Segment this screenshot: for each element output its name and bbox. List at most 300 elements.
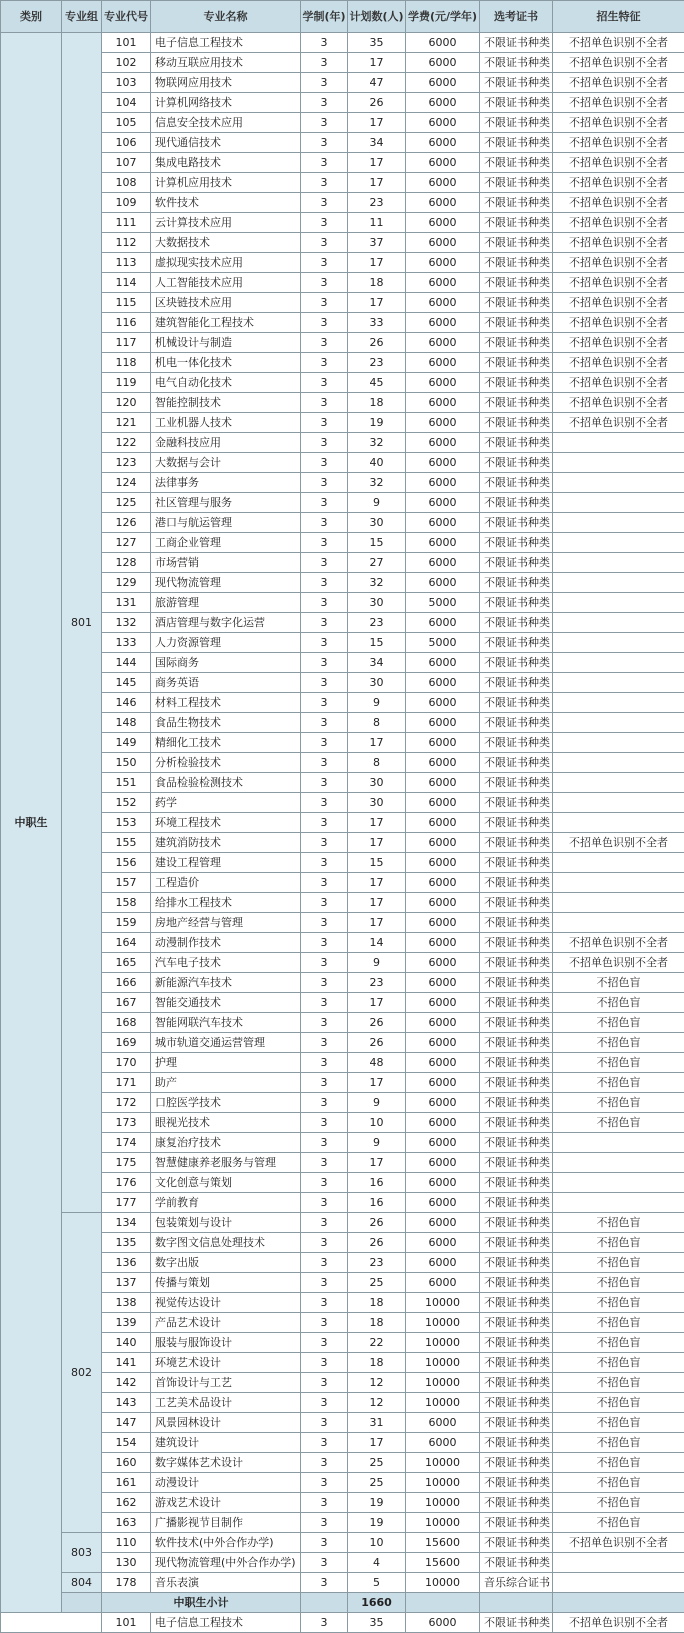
certificate: 不限证书种类 <box>480 1493 553 1513</box>
table-row <box>1 1073 684 1093</box>
duration: 3 <box>301 973 348 993</box>
table-row <box>1 1193 684 1213</box>
tuition: 6000 <box>406 1153 480 1173</box>
certificate: 不限证书种类 <box>480 213 553 233</box>
plan-count: 22 <box>348 1333 406 1353</box>
major-code: 152 <box>102 793 151 813</box>
tuition: 6000 <box>406 693 480 713</box>
duration: 3 <box>301 193 348 213</box>
table-row <box>1 893 684 913</box>
header-tuition: 学费(元/学年) <box>406 1 480 33</box>
duration: 3 <box>301 233 348 253</box>
duration: 3 <box>301 1173 348 1193</box>
certificate: 不限证书种类 <box>480 353 553 373</box>
duration: 3 <box>301 733 348 753</box>
table-row <box>1 233 684 253</box>
table-row <box>1 613 684 633</box>
major-name: 机电一体化技术 <box>151 353 301 373</box>
certificate: 不限证书种类 <box>480 553 553 573</box>
tuition: 6000 <box>406 1013 480 1033</box>
tuition: 6000 <box>406 373 480 393</box>
plan-count: 16 <box>348 1193 406 1213</box>
plan-count: 17 <box>348 253 406 273</box>
certificate: 不限证书种类 <box>480 593 553 613</box>
tuition: 10000 <box>406 1493 480 1513</box>
plan-count: 35 <box>348 33 406 53</box>
plan-count: 32 <box>348 433 406 453</box>
feature <box>553 733 684 753</box>
major-name: 新能源汽车技术 <box>151 973 301 993</box>
plan-count: 18 <box>348 273 406 293</box>
major-code: 129 <box>102 573 151 593</box>
major-code: 133 <box>102 633 151 653</box>
plan-count: 25 <box>348 1473 406 1493</box>
feature: 不招色盲 <box>553 1213 684 1233</box>
plan-count: 17 <box>348 873 406 893</box>
table-row <box>1 773 684 793</box>
feature: 不招单色识别不全者 <box>553 233 684 253</box>
duration: 3 <box>301 253 348 273</box>
major-name: 眼视光技术 <box>151 1113 301 1133</box>
plan-count: 26 <box>348 1033 406 1053</box>
subtotal-row <box>1 1593 684 1613</box>
table-body <box>1 33 684 1633</box>
major-name: 分析检验技术 <box>151 753 301 773</box>
tuition: 6000 <box>406 973 480 993</box>
table-row <box>1 713 684 733</box>
feature: 不招色盲 <box>553 1033 684 1053</box>
table-row <box>1 1573 684 1593</box>
duration: 3 <box>301 293 348 313</box>
plan-count: 12 <box>348 1393 406 1413</box>
major-name: 现代通信技术 <box>151 133 301 153</box>
certificate: 不限证书种类 <box>480 733 553 753</box>
table-row <box>1 453 684 473</box>
certificate: 不限证书种类 <box>480 1193 553 1213</box>
plan-count: 26 <box>348 93 406 113</box>
plan-count: 17 <box>348 153 406 173</box>
feature <box>553 753 684 773</box>
plan-count: 10 <box>348 1113 406 1133</box>
table-row <box>1 573 684 593</box>
plan-count: 33 <box>348 313 406 333</box>
major-code: 149 <box>102 733 151 753</box>
feature: 不招色盲 <box>553 1013 684 1033</box>
major-code: 116 <box>102 313 151 333</box>
plan-count: 9 <box>348 953 406 973</box>
plan-count: 25 <box>348 1273 406 1293</box>
certificate: 不限证书种类 <box>480 233 553 253</box>
plan-count: 17 <box>348 173 406 193</box>
feature <box>553 913 684 933</box>
table-row <box>1 1113 684 1133</box>
major-name: 旅游管理 <box>151 593 301 613</box>
certificate: 不限证书种类 <box>480 1293 553 1313</box>
certificate: 不限证书种类 <box>480 1233 553 1253</box>
plan-count: 47 <box>348 73 406 93</box>
certificate: 不限证书种类 <box>480 333 553 353</box>
tuition: 10000 <box>406 1333 480 1353</box>
tuition: 6000 <box>406 1213 480 1233</box>
certificate: 不限证书种类 <box>480 1393 553 1413</box>
major-name: 产品艺术设计 <box>151 1313 301 1333</box>
major-name: 计算机网络技术 <box>151 93 301 113</box>
major-code: 110 <box>102 1533 151 1553</box>
feature: 不招色盲 <box>553 1093 684 1113</box>
subtotal-blank <box>62 1593 102 1613</box>
feature: 不招色盲 <box>553 1373 684 1393</box>
table-row <box>1 1393 684 1413</box>
blank-cell <box>1 1613 102 1633</box>
tuition: 6000 <box>406 213 480 233</box>
subtotal-value: 1660 <box>348 1593 406 1613</box>
feature: 不招色盲 <box>553 1273 684 1293</box>
feature <box>553 653 684 673</box>
major-name: 虚拟现实技术应用 <box>151 253 301 273</box>
certificate: 不限证书种类 <box>480 413 553 433</box>
table-row <box>1 153 684 173</box>
major-name: 建设工程管理 <box>151 853 301 873</box>
tuition: 6000 <box>406 1093 480 1113</box>
plan-count: 15 <box>348 533 406 553</box>
major-code: 160 <box>102 1453 151 1473</box>
table-row <box>1 473 684 493</box>
major-name: 集成电路技术 <box>151 153 301 173</box>
duration: 3 <box>301 133 348 153</box>
major-name: 建筑消防技术 <box>151 833 301 853</box>
table-row <box>1 653 684 673</box>
major-name: 电子信息工程技术 <box>151 1613 301 1633</box>
duration: 3 <box>301 1213 348 1233</box>
header-category: 类别 <box>1 1 62 33</box>
duration: 3 <box>301 693 348 713</box>
duration: 3 <box>301 813 348 833</box>
subtotal-blank <box>301 1593 348 1613</box>
feature <box>553 793 684 813</box>
major-name: 港口与航运管理 <box>151 513 301 533</box>
duration: 3 <box>301 453 348 473</box>
feature <box>553 673 684 693</box>
major-code: 172 <box>102 1093 151 1113</box>
duration: 3 <box>301 653 348 673</box>
feature: 不招色盲 <box>553 1513 684 1533</box>
major-name: 信息安全技术应用 <box>151 113 301 133</box>
major-code: 140 <box>102 1333 151 1353</box>
table-row <box>1 1233 684 1253</box>
major-code: 130 <box>102 1553 151 1573</box>
feature: 不招单色识别不全者 <box>553 373 684 393</box>
major-code: 151 <box>102 773 151 793</box>
table-row <box>1 853 684 873</box>
duration: 3 <box>301 833 348 853</box>
duration: 3 <box>301 1253 348 1273</box>
certificate: 不限证书种类 <box>480 793 553 813</box>
major-name: 首饰设计与工艺 <box>151 1373 301 1393</box>
duration: 3 <box>301 1233 348 1253</box>
duration: 3 <box>301 873 348 893</box>
tuition: 6000 <box>406 733 480 753</box>
table-row <box>1 193 684 213</box>
tuition: 6000 <box>406 493 480 513</box>
tuition: 6000 <box>406 873 480 893</box>
tuition: 6000 <box>406 553 480 573</box>
certificate: 不限证书种类 <box>480 1413 553 1433</box>
tuition: 6000 <box>406 413 480 433</box>
feature: 不招单色识别不全者 <box>553 833 684 853</box>
certificate: 不限证书种类 <box>480 493 553 513</box>
duration: 3 <box>301 1153 348 1173</box>
major-name: 工业机器人技术 <box>151 413 301 433</box>
certificate: 不限证书种类 <box>480 513 553 533</box>
major-name: 助产 <box>151 1073 301 1093</box>
table-row <box>1 833 684 853</box>
plan-count: 17 <box>348 913 406 933</box>
major-name: 现代物流管理(中外合作办学) <box>151 1553 301 1573</box>
major-code: 167 <box>102 993 151 1013</box>
certificate: 不限证书种类 <box>480 1433 553 1453</box>
duration: 3 <box>301 533 348 553</box>
certificate: 不限证书种类 <box>480 313 553 333</box>
feature: 不招色盲 <box>553 1393 684 1413</box>
duration: 3 <box>301 993 348 1013</box>
certificate: 不限证书种类 <box>480 73 553 93</box>
table-row <box>1 753 684 773</box>
major-code: 119 <box>102 373 151 393</box>
major-code: 168 <box>102 1013 151 1033</box>
tuition: 6000 <box>406 73 480 93</box>
header-certificate: 选考证书 <box>480 1 553 33</box>
major-name: 移动互联应用技术 <box>151 53 301 73</box>
feature <box>553 1573 684 1593</box>
duration: 3 <box>301 1073 348 1093</box>
major-code: 137 <box>102 1273 151 1293</box>
major-code: 127 <box>102 533 151 553</box>
major-name: 机械设计与制造 <box>151 333 301 353</box>
duration: 3 <box>301 1373 348 1393</box>
table-row <box>1 873 684 893</box>
duration: 3 <box>301 573 348 593</box>
major-code: 161 <box>102 1473 151 1493</box>
certificate: 不限证书种类 <box>480 433 553 453</box>
plan-count: 30 <box>348 593 406 613</box>
table-row <box>1 693 684 713</box>
certificate: 不限证书种类 <box>480 913 553 933</box>
duration: 3 <box>301 1573 348 1593</box>
feature <box>553 573 684 593</box>
major-name: 工商企业管理 <box>151 533 301 553</box>
major-code: 115 <box>102 293 151 313</box>
major-code: 171 <box>102 1073 151 1093</box>
certificate: 不限证书种类 <box>480 1253 553 1273</box>
major-code: 120 <box>102 393 151 413</box>
certificate: 音乐综合证书 <box>480 1573 553 1593</box>
table-row <box>1 533 684 553</box>
plan-count: 9 <box>348 693 406 713</box>
tuition: 6000 <box>406 893 480 913</box>
major-code: 135 <box>102 1233 151 1253</box>
major-code: 121 <box>102 413 151 433</box>
table-row <box>1 393 684 413</box>
major-name: 市场营销 <box>151 553 301 573</box>
tuition: 6000 <box>406 1433 480 1453</box>
major-code: 142 <box>102 1373 151 1393</box>
table-row <box>1 413 684 433</box>
certificate: 不限证书种类 <box>480 1053 553 1073</box>
major-name: 食品生物技术 <box>151 713 301 733</box>
table-row <box>1 1493 684 1513</box>
duration: 3 <box>301 793 348 813</box>
duration: 3 <box>301 633 348 653</box>
certificate: 不限证书种类 <box>480 1613 553 1633</box>
feature: 不招色盲 <box>553 1433 684 1453</box>
table-row <box>1 1473 684 1493</box>
feature <box>553 813 684 833</box>
duration: 3 <box>301 1133 348 1153</box>
major-code: 143 <box>102 1393 151 1413</box>
feature <box>553 893 684 913</box>
duration: 3 <box>301 53 348 73</box>
table-header-row <box>1 1 684 33</box>
major-code: 162 <box>102 1493 151 1513</box>
duration: 3 <box>301 1533 348 1553</box>
major-code: 139 <box>102 1313 151 1333</box>
tuition: 10000 <box>406 1453 480 1473</box>
table-row <box>1 53 684 73</box>
feature <box>553 433 684 453</box>
header-plan: 计划数(人) <box>348 1 406 33</box>
tuition: 6000 <box>406 333 480 353</box>
major-name: 商务英语 <box>151 673 301 693</box>
certificate: 不限证书种类 <box>480 753 553 773</box>
group-cell: 804 <box>62 1573 102 1593</box>
tuition: 6000 <box>406 1613 480 1633</box>
tuition: 6000 <box>406 513 480 533</box>
major-name: 数字出版 <box>151 1253 301 1273</box>
feature: 不招色盲 <box>553 973 684 993</box>
certificate: 不限证书种类 <box>480 373 553 393</box>
feature <box>553 1153 684 1173</box>
tuition: 6000 <box>406 993 480 1013</box>
plan-count: 26 <box>348 1013 406 1033</box>
major-name: 食品检验检测技术 <box>151 773 301 793</box>
plan-count: 17 <box>348 893 406 913</box>
major-name: 传播与策划 <box>151 1273 301 1293</box>
duration: 3 <box>301 273 348 293</box>
subtotal-blank <box>480 1593 553 1613</box>
feature: 不招单色识别不全者 <box>553 53 684 73</box>
major-name: 风景园林设计 <box>151 1413 301 1433</box>
plan-count: 8 <box>348 713 406 733</box>
feature <box>553 533 684 553</box>
table-row <box>1 1433 684 1453</box>
plan-count: 5 <box>348 1573 406 1593</box>
duration: 3 <box>301 73 348 93</box>
duration: 3 <box>301 1473 348 1493</box>
certificate: 不限证书种类 <box>480 573 553 593</box>
tuition: 6000 <box>406 153 480 173</box>
table-row <box>1 1373 684 1393</box>
certificate: 不限证书种类 <box>480 253 553 273</box>
table-row <box>1 673 684 693</box>
major-name: 人力资源管理 <box>151 633 301 653</box>
certificate: 不限证书种类 <box>480 873 553 893</box>
tuition: 6000 <box>406 1173 480 1193</box>
major-code: 170 <box>102 1053 151 1073</box>
feature: 不招单色识别不全者 <box>553 73 684 93</box>
feature: 不招单色识别不全者 <box>553 1533 684 1553</box>
duration: 3 <box>301 1513 348 1533</box>
major-code: 122 <box>102 433 151 453</box>
table-row <box>1 333 684 353</box>
tuition: 6000 <box>406 453 480 473</box>
major-name: 动漫设计 <box>151 1473 301 1493</box>
table-row <box>1 1453 684 1473</box>
duration: 3 <box>301 1273 348 1293</box>
feature: 不招色盲 <box>553 1473 684 1493</box>
table-row <box>1 1013 684 1033</box>
tuition: 5000 <box>406 593 480 613</box>
table-row <box>1 913 684 933</box>
feature: 不招单色识别不全者 <box>553 333 684 353</box>
plan-count: 25 <box>348 1453 406 1473</box>
feature <box>553 713 684 733</box>
table-row <box>1 133 684 153</box>
tuition: 6000 <box>406 113 480 133</box>
certificate: 不限证书种类 <box>480 1073 553 1093</box>
certificate: 不限证书种类 <box>480 813 553 833</box>
plan-count: 17 <box>348 733 406 753</box>
certificate: 不限证书种类 <box>480 993 553 1013</box>
major-name: 计算机应用技术 <box>151 173 301 193</box>
plan-count: 17 <box>348 293 406 313</box>
major-name: 口腔医学技术 <box>151 1093 301 1113</box>
major-name: 汽车电子技术 <box>151 953 301 973</box>
feature: 不招色盲 <box>553 1253 684 1273</box>
plan-count: 23 <box>348 353 406 373</box>
certificate: 不限证书种类 <box>480 93 553 113</box>
major-code: 146 <box>102 693 151 713</box>
major-name: 视觉传达设计 <box>151 1293 301 1313</box>
group-cell: 802 <box>62 1213 102 1533</box>
major-code: 111 <box>102 213 151 233</box>
plan-count: 23 <box>348 1253 406 1273</box>
certificate: 不限证书种类 <box>480 153 553 173</box>
table-row <box>1 313 684 333</box>
table-row <box>1 373 684 393</box>
tuition: 6000 <box>406 573 480 593</box>
plan-count: 26 <box>348 333 406 353</box>
tuition: 10000 <box>406 1473 480 1493</box>
feature: 不招单色识别不全者 <box>553 933 684 953</box>
table-row <box>1 33 684 53</box>
major-code: 125 <box>102 493 151 513</box>
major-name: 电气自动化技术 <box>151 373 301 393</box>
feature <box>553 693 684 713</box>
table-row <box>1 1333 684 1353</box>
feature <box>553 1173 684 1193</box>
plan-count: 9 <box>348 1093 406 1113</box>
major-code: 134 <box>102 1213 151 1233</box>
feature: 不招色盲 <box>553 1453 684 1473</box>
table-row <box>1 513 684 533</box>
table-row <box>1 1613 684 1633</box>
duration: 3 <box>301 1433 348 1453</box>
major-code: 178 <box>102 1573 151 1593</box>
duration: 3 <box>301 1333 348 1353</box>
tuition: 6000 <box>406 913 480 933</box>
tuition: 6000 <box>406 933 480 953</box>
table-row <box>1 633 684 653</box>
